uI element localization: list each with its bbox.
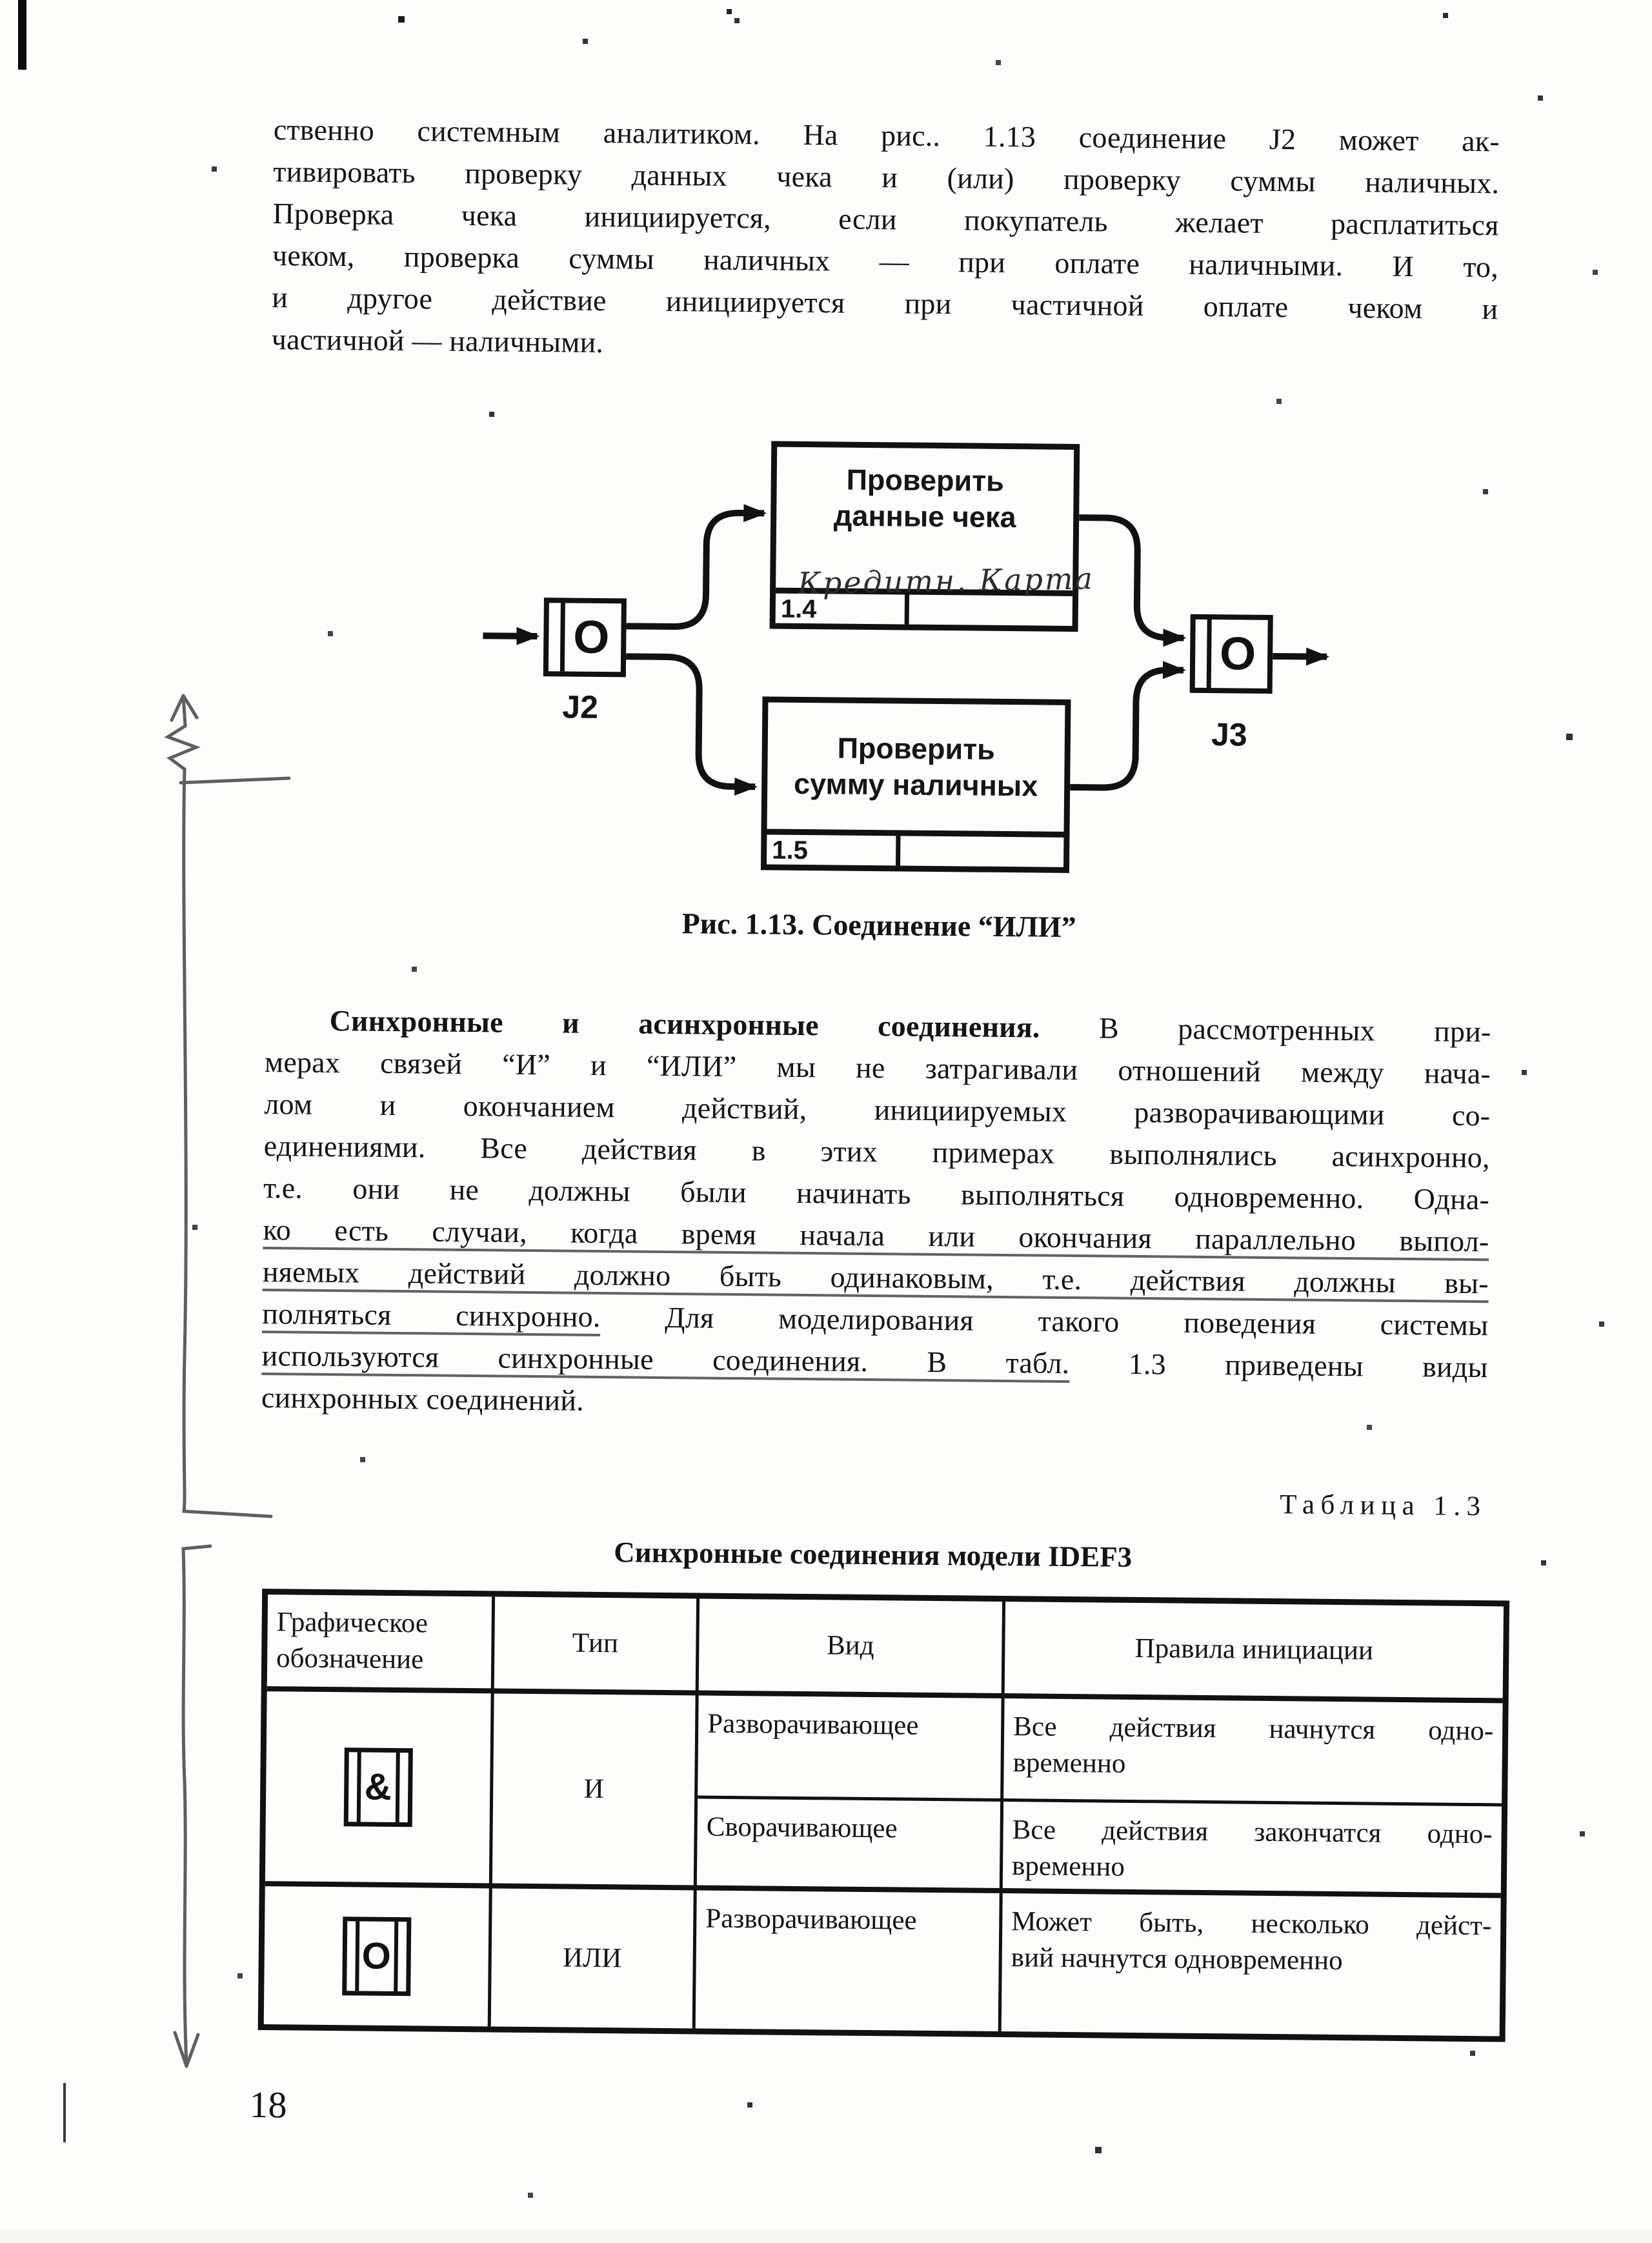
table-row-graphic-or [264, 1886, 492, 2026]
text-line: синхронных соединений. [261, 1376, 1488, 1430]
rule-cell: Все действия закончатся одно- временно [1003, 1802, 1502, 1898]
text-line: чеком, проверка суммы наличных — при оплате наличными. И то, [272, 234, 1499, 288]
activity-title-line: Проверить [794, 730, 1038, 769]
text-line: Синхронные и асинхронные соединения. В рассмотренных при- [265, 999, 1491, 1052]
or-junction-j2 [543, 598, 627, 677]
text-line: ственно системным аналитиком. На рис.. 1.13 соединение J2 может ак- [274, 108, 1500, 162]
text-line: мерах связей “И” и “ИЛИ” мы не затрагивали отношений между нача- [265, 1041, 1491, 1094]
rule-cell: Может быть, несколько дейст- вий начнутся одновременно [1002, 1893, 1501, 2036]
text-line: Проверка чека инициируется, если покупатель желает расплатиться [272, 192, 1499, 246]
text-line-underlined: няемых действий должно быть одинаковым, т.е. действия должны вы- [263, 1251, 1489, 1304]
junction-bar [1207, 619, 1212, 688]
activity-box-check-receipt [770, 441, 1080, 632]
or-junction-icon: O [573, 614, 610, 661]
table-row-type-and: И [492, 1693, 699, 1890]
text-line: частичной — наличными. [271, 318, 1498, 372]
text-line-underlined: ко есть случаи, когда время начала или окончания параллельно выпол- [263, 1209, 1489, 1262]
table-title: Синхронные соединения модели IDEF3 [260, 1532, 1486, 1577]
text-line: полняться синхронно. Для моделирования такого поведения системы [262, 1292, 1489, 1346]
arrow-box2-to-j3 [1070, 669, 1184, 789]
paragraph-sync [261, 999, 1491, 1430]
junction-bar [560, 603, 565, 671]
table-row-type-or: ИЛИ [491, 1888, 697, 2028]
junction-label-j3: J3 [1211, 716, 1247, 754]
col-header-rules: Правила инициации [1005, 1602, 1504, 1703]
activity-title-line: Проверить [834, 461, 1016, 499]
text-line: лом и окончанием действий, инициируемых разворачивающими со- [264, 1083, 1491, 1136]
col-header-type: Тип [494, 1596, 700, 1695]
text-line: тивировать проверку данных чека и (или) проверку суммы наличных. [273, 150, 1500, 204]
arrow-j2-to-box1 [627, 512, 765, 627]
rule-cell: Все действия начнутся одно- временно [1003, 1698, 1503, 1806]
arrow-out-of-j3 [1273, 656, 1327, 657]
text-line: единениями. Все действия в этих примерах выполнялись асинхронно, [263, 1125, 1490, 1178]
handwritten-annotation: Кредитн. Карта [798, 561, 1095, 601]
activity-box-check-cash [761, 696, 1071, 873]
figure-caption: Рис. 1.13. Соединение “ИЛИ” [266, 902, 1492, 948]
sync-junctions-table [258, 1589, 1509, 2042]
text-line: т.е. они не должны были начинать выполняться одновременно. Одна- [263, 1167, 1490, 1220]
activity-number: 1.5 [767, 834, 900, 865]
text-line: и другое действие инициируется при частичной оплате чеком и [272, 276, 1498, 330]
text-line: используются синхронные соединения. В табл. 1.3 приведены виды [261, 1334, 1488, 1388]
activity-number-empty [900, 836, 1063, 867]
paragraph-top [271, 108, 1500, 372]
activity-number-empty [909, 595, 1073, 626]
arrow-j2-to-box2 [625, 656, 756, 787]
junction-label-j2: J2 [562, 688, 598, 726]
or-junction-icon: O [342, 1916, 411, 1996]
bold-lead: Синхронные и асинхронные соединения. [329, 1004, 1040, 1044]
col-header-graphic: Графическое обозначение [267, 1594, 495, 1693]
activity-number: 1.4 [776, 594, 909, 625]
scan-noise [0, 0, 3, 3]
kind-cell: Разворачивающее [698, 1696, 1005, 1802]
activity-title-line: данные чека [834, 498, 1016, 536]
figure-1-13 [10, 0, 1652, 14]
kind-cell: Разворачивающее [696, 1890, 1003, 2031]
kind-cell: Сворачивающее [697, 1798, 1003, 1893]
table-row-graphic-and [265, 1691, 494, 1888]
page-number: 18 [249, 2083, 287, 2127]
activity-title-line: сумму наличных [794, 766, 1038, 805]
table-label: Таблица 1.3 [260, 1479, 1486, 1522]
and-junction-icon: & [343, 1747, 412, 1827]
or-junction-j3 [1190, 614, 1273, 694]
or-junction-icon: O [1220, 630, 1256, 678]
col-header-kind: Вид [699, 1599, 1005, 1699]
